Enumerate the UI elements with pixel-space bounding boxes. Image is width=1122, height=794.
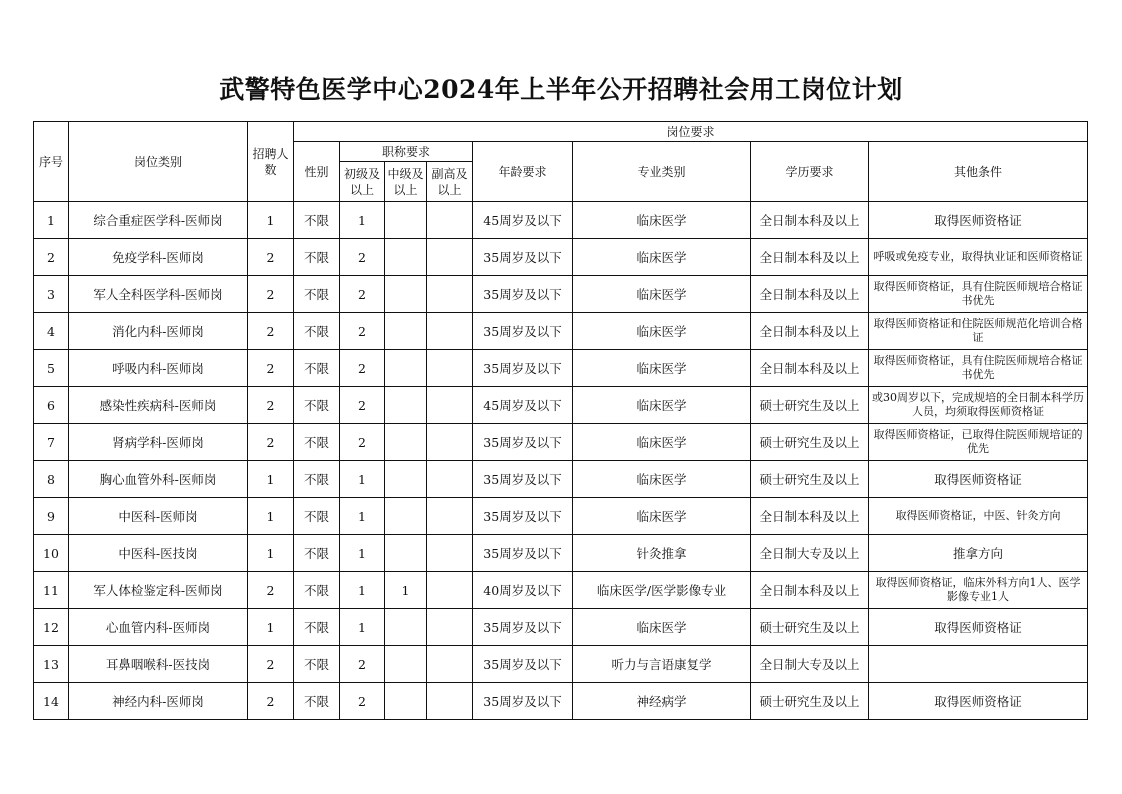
cell-no: 2	[34, 239, 69, 276]
cell-major: 临床医学	[573, 239, 751, 276]
table-row	[34, 498, 1088, 535]
cell-middle	[385, 387, 427, 424]
cell-other: 取得医师资格证，具有住院医师规培合格证书优先	[869, 350, 1088, 387]
cell-count: 1	[248, 202, 294, 239]
cell-education: 全日制本科及以上	[751, 276, 869, 313]
cell-junior: 2	[340, 387, 385, 424]
header-other: 其他条件	[869, 142, 1088, 202]
cell-vice-senior	[427, 535, 473, 572]
cell-major: 针灸推拿	[573, 535, 751, 572]
table-row	[34, 461, 1088, 498]
cell-age: 40周岁及以下	[473, 572, 573, 609]
cell-vice-senior	[427, 498, 473, 535]
cell-middle	[385, 683, 427, 720]
cell-gender: 不限	[294, 683, 340, 720]
cell-other	[869, 646, 1088, 683]
cell-count: 2	[248, 572, 294, 609]
cell-major: 临床医学	[573, 424, 751, 461]
cell-category: 免疫学科-医师岗	[69, 239, 248, 276]
header-gender: 性别	[294, 142, 340, 202]
table-row	[34, 202, 1088, 239]
cell-major: 临床医学/医学影像专业	[573, 572, 751, 609]
cell-other: 推拿方向	[869, 535, 1088, 572]
cell-middle: 1	[385, 572, 427, 609]
cell-no: 3	[34, 276, 69, 313]
table-row	[34, 387, 1088, 424]
cell-no: 4	[34, 313, 69, 350]
cell-category: 耳鼻咽喉科-医技岗	[69, 646, 248, 683]
cell-other: 取得医师资格证	[869, 202, 1088, 239]
cell-age: 35周岁及以下	[473, 609, 573, 646]
cell-middle	[385, 498, 427, 535]
cell-middle	[385, 276, 427, 313]
cell-no: 6	[34, 387, 69, 424]
table-row	[34, 683, 1088, 720]
cell-other: 取得医师资格证和住院医师规范化培训合格证	[869, 313, 1088, 350]
cell-gender: 不限	[294, 535, 340, 572]
cell-gender: 不限	[294, 202, 340, 239]
table-row	[34, 535, 1088, 572]
cell-age: 35周岁及以下	[473, 313, 573, 350]
cell-major: 临床医学	[573, 461, 751, 498]
cell-age: 35周岁及以下	[473, 276, 573, 313]
cell-junior: 2	[340, 313, 385, 350]
cell-other: 取得医师资格证	[869, 609, 1088, 646]
cell-education: 硕士研究生及以上	[751, 609, 869, 646]
cell-middle	[385, 313, 427, 350]
header-vice-senior: 副高及以上	[427, 162, 473, 202]
cell-gender: 不限	[294, 498, 340, 535]
header-title-group: 职称要求	[340, 142, 473, 162]
cell-vice-senior	[427, 683, 473, 720]
cell-age: 35周岁及以下	[473, 239, 573, 276]
cell-category: 呼吸内科-医师岗	[69, 350, 248, 387]
cell-no: 10	[34, 535, 69, 572]
table-row	[34, 424, 1088, 461]
cell-vice-senior	[427, 350, 473, 387]
cell-major: 临床医学	[573, 350, 751, 387]
table-body	[34, 202, 1088, 720]
cell-major: 临床医学	[573, 276, 751, 313]
cell-other: 取得医师资格证，已取得住院医师规培证的优先	[869, 424, 1088, 461]
cell-no: 13	[34, 646, 69, 683]
cell-vice-senior	[427, 239, 473, 276]
cell-major: 临床医学	[573, 313, 751, 350]
table-row	[34, 572, 1088, 609]
cell-age: 35周岁及以下	[473, 535, 573, 572]
table-row	[34, 313, 1088, 350]
cell-junior: 2	[340, 424, 385, 461]
cell-vice-senior	[427, 646, 473, 683]
cell-count: 2	[248, 387, 294, 424]
cell-vice-senior	[427, 387, 473, 424]
cell-junior: 1	[340, 609, 385, 646]
cell-junior: 2	[340, 239, 385, 276]
header-junior: 初级及以上	[340, 162, 385, 202]
cell-other: 呼吸或免疫专业，取得执业证和医师资格证	[869, 239, 1088, 276]
table-row	[34, 609, 1088, 646]
header-middle: 中级及以上	[385, 162, 427, 202]
cell-gender: 不限	[294, 313, 340, 350]
cell-category: 神经内科-医师岗	[69, 683, 248, 720]
cell-middle	[385, 646, 427, 683]
cell-category: 中医科-医技岗	[69, 535, 248, 572]
cell-education: 硕士研究生及以上	[751, 387, 869, 424]
table-row	[34, 239, 1088, 276]
cell-vice-senior	[427, 609, 473, 646]
cell-education: 全日制本科及以上	[751, 313, 869, 350]
cell-major: 听力与言语康复学	[573, 646, 751, 683]
table-row	[34, 276, 1088, 313]
cell-other: 取得医师资格证，具有住院医师规培合格证书优先	[869, 276, 1088, 313]
header-major: 专业类别	[573, 142, 751, 202]
cell-count: 2	[248, 350, 294, 387]
cell-count: 2	[248, 646, 294, 683]
cell-no: 1	[34, 202, 69, 239]
cell-major: 临床医学	[573, 202, 751, 239]
cell-age: 35周岁及以下	[473, 461, 573, 498]
cell-education: 全日制大专及以上	[751, 535, 869, 572]
cell-category: 消化内科-医师岗	[69, 313, 248, 350]
cell-age: 45周岁及以下	[473, 202, 573, 239]
cell-gender: 不限	[294, 572, 340, 609]
cell-gender: 不限	[294, 461, 340, 498]
cell-count: 2	[248, 424, 294, 461]
cell-category: 胸心血管外科-医师岗	[69, 461, 248, 498]
table-row	[34, 350, 1088, 387]
cell-no: 14	[34, 683, 69, 720]
cell-vice-senior	[427, 276, 473, 313]
cell-age: 35周岁及以下	[473, 683, 573, 720]
cell-vice-senior	[427, 202, 473, 239]
cell-no: 12	[34, 609, 69, 646]
cell-middle	[385, 461, 427, 498]
cell-gender: 不限	[294, 424, 340, 461]
cell-junior: 1	[340, 498, 385, 535]
cell-category: 肾病学科-医师岗	[69, 424, 248, 461]
cell-other: 取得医师资格证，临床外科方向1人、医学影像专业1人	[869, 572, 1088, 609]
cell-age: 35周岁及以下	[473, 646, 573, 683]
cell-education: 全日制本科及以上	[751, 572, 869, 609]
cell-count: 1	[248, 609, 294, 646]
cell-junior: 1	[340, 202, 385, 239]
cell-education: 全日制本科及以上	[751, 239, 869, 276]
cell-age: 45周岁及以下	[473, 387, 573, 424]
cell-education: 全日制大专及以上	[751, 646, 869, 683]
cell-other: 取得医师资格证	[869, 461, 1088, 498]
cell-major: 临床医学	[573, 609, 751, 646]
cell-category: 军人全科医学科-医师岗	[69, 276, 248, 313]
cell-education: 全日制本科及以上	[751, 350, 869, 387]
cell-count: 2	[248, 683, 294, 720]
cell-category: 军人体检鉴定科-医师岗	[69, 572, 248, 609]
cell-age: 35周岁及以下	[473, 350, 573, 387]
cell-junior: 1	[340, 572, 385, 609]
cell-major: 临床医学	[573, 387, 751, 424]
cell-middle	[385, 350, 427, 387]
cell-category: 心血管内科-医师岗	[69, 609, 248, 646]
header-count: 招聘人数	[248, 122, 294, 202]
cell-no: 8	[34, 461, 69, 498]
cell-junior: 2	[340, 350, 385, 387]
cell-gender: 不限	[294, 239, 340, 276]
cell-education: 硕士研究生及以上	[751, 683, 869, 720]
cell-category: 感染性疾病科-医师岗	[69, 387, 248, 424]
cell-vice-senior	[427, 461, 473, 498]
cell-count: 1	[248, 461, 294, 498]
cell-major: 神经病学	[573, 683, 751, 720]
cell-other: 取得医师资格证	[869, 683, 1088, 720]
cell-middle	[385, 609, 427, 646]
cell-category: 综合重症医学科-医师岗	[69, 202, 248, 239]
cell-count: 2	[248, 313, 294, 350]
cell-vice-senior	[427, 313, 473, 350]
table-row	[34, 646, 1088, 683]
cell-no: 9	[34, 498, 69, 535]
cell-major: 临床医学	[573, 498, 751, 535]
page-title: 武警特色医学中心2024年上半年公开招聘社会用工岗位计划	[219, 75, 903, 104]
cell-other: 或30周岁以下，完成规培的全日制本科学历人员，均须取得医师资格证	[869, 387, 1088, 424]
cell-vice-senior	[427, 424, 473, 461]
cell-gender: 不限	[294, 350, 340, 387]
cell-middle	[385, 535, 427, 572]
cell-middle	[385, 202, 427, 239]
cell-count: 1	[248, 498, 294, 535]
cell-junior: 1	[340, 461, 385, 498]
cell-gender: 不限	[294, 646, 340, 683]
header-category: 岗位类别	[69, 122, 248, 202]
header-requirements-group: 岗位要求	[294, 122, 1088, 142]
cell-age: 35周岁及以下	[473, 424, 573, 461]
cell-gender: 不限	[294, 387, 340, 424]
cell-no: 11	[34, 572, 69, 609]
cell-category: 中医科-医师岗	[69, 498, 248, 535]
cell-other: 取得医师资格证，中医、针灸方向	[869, 498, 1088, 535]
header-education: 学历要求	[751, 142, 869, 202]
cell-count: 1	[248, 535, 294, 572]
cell-education: 硕士研究生及以上	[751, 461, 869, 498]
cell-education: 全日制本科及以上	[751, 202, 869, 239]
cell-age: 35周岁及以下	[473, 498, 573, 535]
cell-junior: 1	[340, 535, 385, 572]
cell-junior: 2	[340, 276, 385, 313]
cell-junior: 2	[340, 683, 385, 720]
cell-no: 7	[34, 424, 69, 461]
cell-education: 硕士研究生及以上	[751, 424, 869, 461]
cell-count: 2	[248, 239, 294, 276]
cell-junior: 2	[340, 646, 385, 683]
cell-education: 全日制本科及以上	[751, 498, 869, 535]
header-no: 序号	[34, 122, 69, 202]
header-age: 年龄要求	[473, 142, 573, 202]
cell-count: 2	[248, 276, 294, 313]
cell-gender: 不限	[294, 609, 340, 646]
cell-no: 5	[34, 350, 69, 387]
cell-gender: 不限	[294, 276, 340, 313]
cell-middle	[385, 424, 427, 461]
cell-vice-senior	[427, 572, 473, 609]
recruitment-table	[33, 121, 1088, 720]
cell-middle	[385, 239, 427, 276]
